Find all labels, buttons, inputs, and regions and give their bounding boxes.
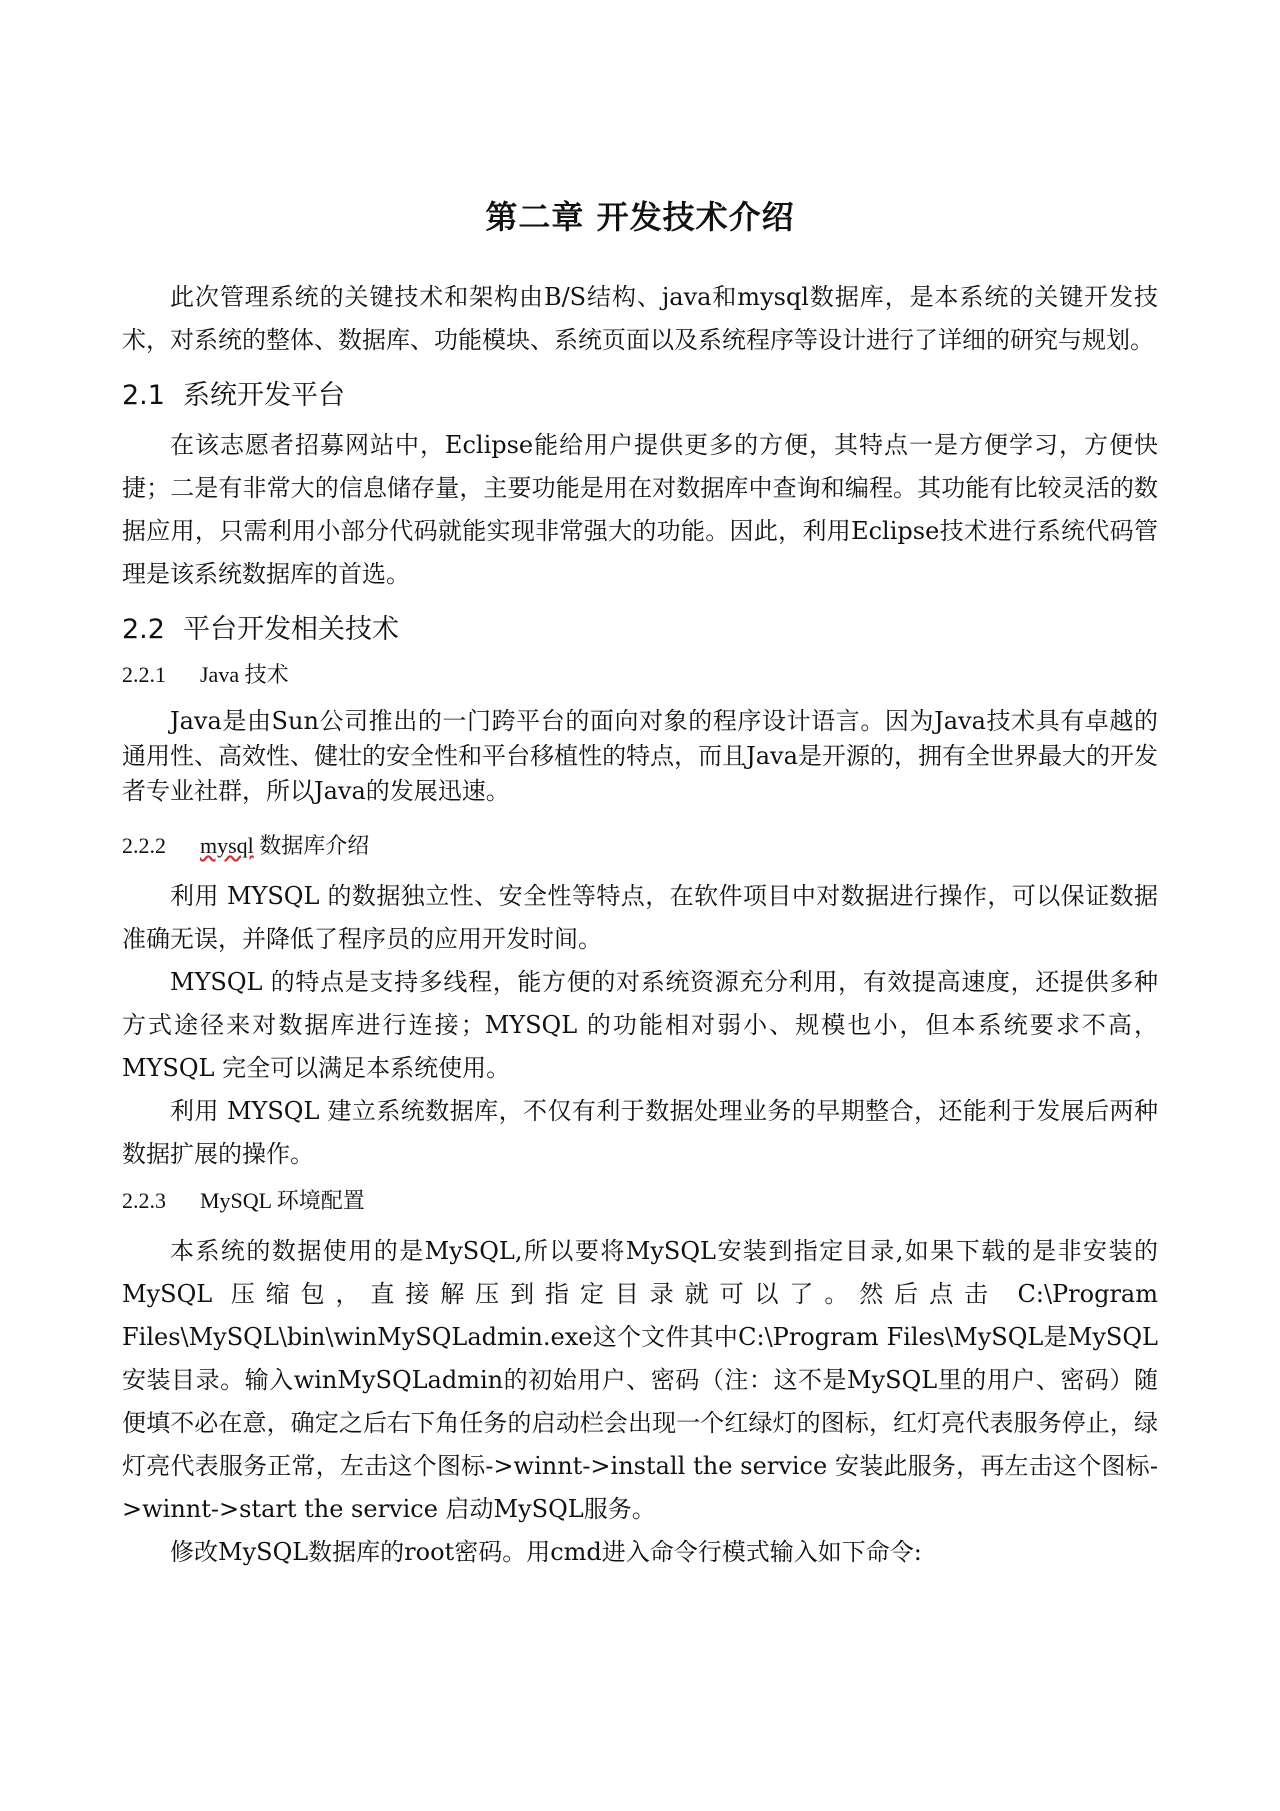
mysql-paragraph-2: MYSQL 的特点是支持多线程，能方便的对系统资源充分利用，有效提高速度，还提供多种方式途径来对数据库进行连接；MYSQL 的功能相对弱小、规模也小，但本系统要求不高，MYSQL 完全可以满足本系统使用。 <box>122 968 1158 1082</box>
subsection-heading-2-2-1 <box>122 658 1158 692</box>
platform-paragraph: 在该志愿者招募网站中，Eclipse能给用户提供更多的方便，其特点一是方便学习，方便快捷；二是有非常大的信息储存量，主要功能是用在对数据库中查询和编程。其功能有比较灵活的数据应用，只需利用小部分代码就能实现非常强大的功能。因此，利用Eclipse技术进行系统代码管理是该系统数据库的首选。 <box>122 431 1158 588</box>
intro-paragraph: 此次管理系统的关键技术和架构由B/S结构、java和mysql数据库，是本系统的关键开发技术，对系统的整体、数据库、功能模块、系统页面以及系统程序等设计进行了详细的研究与规划。 <box>122 283 1158 354</box>
subsection-number: 2.2.3 <box>122 1188 166 1213</box>
subsection-heading-2-2-3 <box>122 1184 1158 1218</box>
mysql-config-paragraph-2: 修改MySQL数据库的root密码。用cmd进入命令行模式输入如下命令: <box>170 1538 922 1566</box>
java-paragraph: Java是由Sun公司推出的一门跨平台的面向对象的程序设计语言。因为Java技术具有卓越的通用性、高效性、健壮的安全性和平台移植性的特点，而且Java是开源的，拥有全世界最大的开发者专业社群，所以Java的发展迅速。 <box>122 707 1158 805</box>
mysql-paragraph-3: 利用 MYSQL 建立系统数据库，不仅有利于数据处理业务的早期整合，还能利于发展后两种数据扩展的操作。 <box>122 1097 1158 1168</box>
subsection-title-rest: 数据库介绍 <box>253 833 370 858</box>
chapter-title: 第二章 开发技术介绍 <box>485 198 795 236</box>
section-number: 2.1 <box>122 380 165 411</box>
subsection-title-mysql: mysql <box>200 833 254 858</box>
mysql-paragraph-1: 利用 MYSQL 的数据独立性、安全性等特点，在软件项目中对数据进行操作，可以保证数据准确无误，并降低了程序员的应用开发时间。 <box>122 882 1158 953</box>
mysql-config-paragraph-1: 本系统的数据使用的是MySQL,所以要将MySQL安装到指定目录,如果下载的是非安装的 MySQL 压缩包，直接解压到指定目录就可以了。然后点击 C:\Program Files\MySQL\bin\winMySQLadmin.exe这个文件其中C:\Program Files\MySQL是MySQL安装目录。输入winMySQLadmin的初始用户、密码（注：这不是MySQL里的用户、密码）随便填不必在意，确定之后右下角任务的启动栏会出现一个红绿灯的图标，红灯亮代表服务停止，绿灯亮代表服务正常，左击这个图标->winnt->install the service 安装此服务，再左击这个图标->winnt->start the service 启动MySQL服务。 <box>122 1237 1158 1523</box>
subsection-number: 2.2.1 <box>122 662 166 687</box>
section-heading-2-2 <box>122 610 1158 650</box>
section-heading-2-1 <box>122 376 1158 416</box>
section-number: 2.2 <box>122 614 165 645</box>
section-title: 平台开发相关技术 <box>182 614 399 645</box>
subsection-title: Java 技术 <box>200 662 289 687</box>
subsection-number: 2.2.2 <box>122 833 166 858</box>
section-title: 系统开发平台 <box>182 380 345 411</box>
subsection-heading-2-2-2 <box>122 829 1158 863</box>
subsection-title: MySQL 环境配置 <box>200 1188 365 1213</box>
page-content <box>122 192 1158 1574</box>
